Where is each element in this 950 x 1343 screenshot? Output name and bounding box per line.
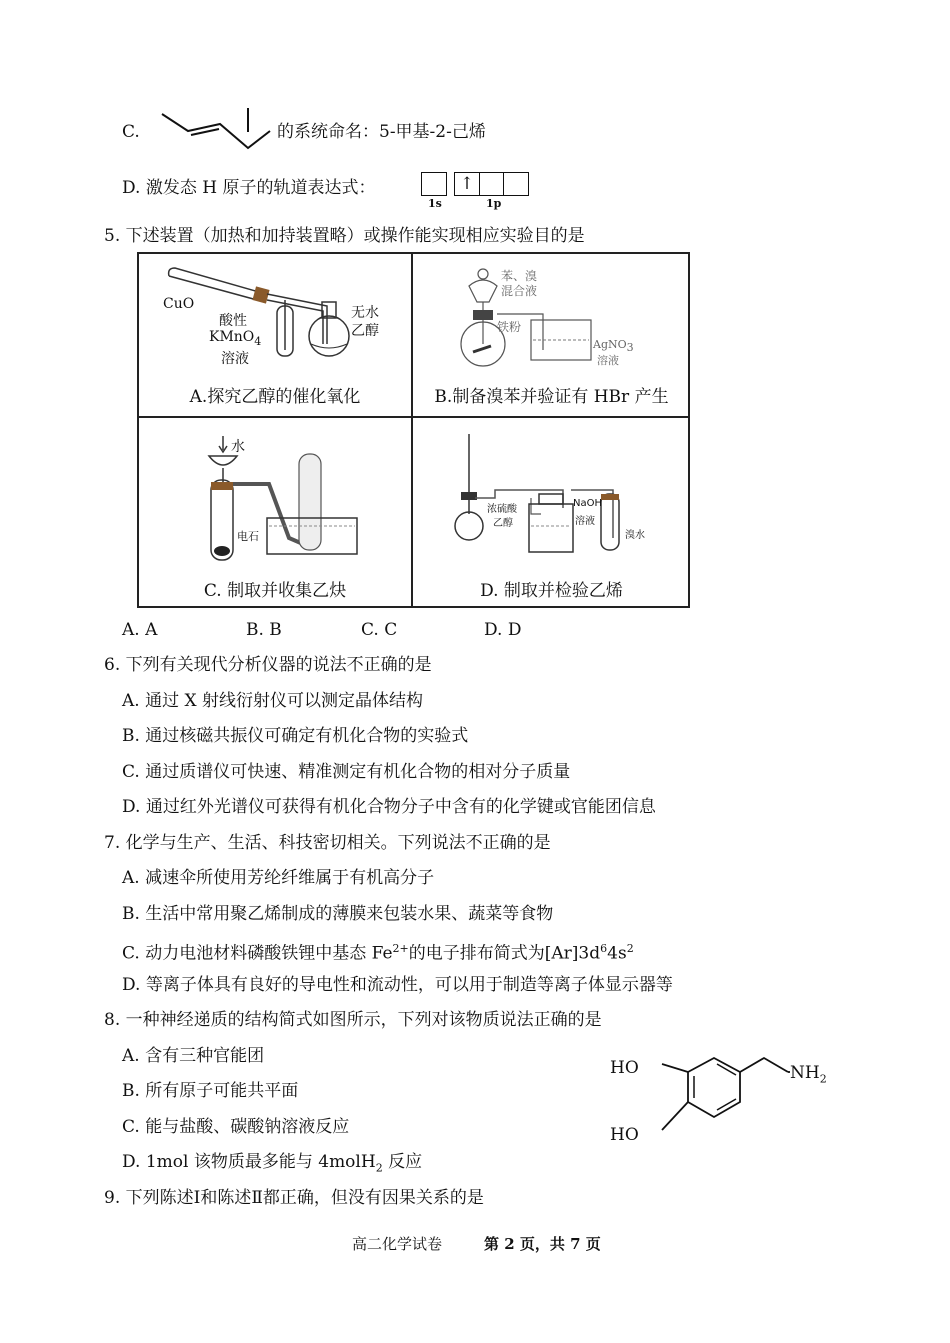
- caption-d: D. 制取并检验乙烯: [480, 581, 623, 601]
- label-acidic: 酸性: [219, 313, 247, 329]
- q8-stem: 8. 一种神经递质的结构简式如图所示，下列对该物质说法正确的是: [104, 1010, 602, 1030]
- label-calcium-carbide: 电石: [237, 530, 259, 543]
- orbital-box-1p-3: [504, 172, 529, 196]
- label-solution: 溶液: [221, 351, 249, 367]
- q6-option-d: D. 通过红外光谱仪可获得有机化合物分子中含有的化学键或官能团信息: [122, 797, 656, 817]
- q4-option-c-text: 的系统命名：5-甲基-2-己烯: [277, 122, 486, 142]
- q5-option-b: B. B: [246, 620, 282, 640]
- spin-up-arrow-icon: ↑: [459, 174, 475, 194]
- q6-option-c: C. 通过质谱仪可快速、精准测定有机化合物的相对分子质量: [122, 762, 571, 782]
- q7-option-c: C. 动力电池材料磷酸铁锂中基态 $Fe^{2+}$的电子排布简式为$[Ar]3d^64s^2$: [122, 942, 634, 964]
- q4-option-d-text: D. 激发态 H 原子的轨道表达式：: [122, 178, 376, 198]
- label-mixed-liquid: 混合液: [501, 284, 538, 298]
- q5-stem: 5. 下述装置（加热和加持装置略）或操作能实现相应实验目的是: [104, 226, 585, 246]
- label-ethanol: 乙醇: [351, 323, 379, 339]
- apparatus-d-diagram: [413, 418, 690, 568]
- orbital-box-1p-1: [454, 172, 480, 196]
- q6-option-b: B. 通过核磁共振仪可确定有机化合物的实验式: [122, 726, 469, 746]
- apparatus-cell-a: [139, 254, 411, 416]
- label-anhydrous: 无水: [351, 305, 379, 321]
- apparatus-cell-c: [139, 418, 411, 606]
- apparatus-c-diagram: [139, 418, 411, 568]
- q9-stem: 9. 下列陈述Ⅰ和陈述Ⅱ都正确，但没有因果关系的是: [104, 1188, 484, 1208]
- q8-option-d: D. 1mol 该物质最多能与 4molH$_2$ 反应: [122, 1152, 423, 1175]
- footer-page-number: 第 2 页，共 7 页: [484, 1235, 601, 1253]
- label-solution-d: 溶液: [575, 516, 595, 527]
- label-iron-powder: 铁粉: [497, 320, 522, 334]
- q7-option-a: A. 减速伞所使用芳纶纤维属于有机高分子: [122, 868, 435, 888]
- label-naoh: NaOH: [573, 498, 602, 509]
- q6-stem: 6. 下列有关现代分析仪器的说法不正确的是: [104, 655, 432, 675]
- orbital-box-1s: [421, 172, 447, 196]
- apparatus-cell-d: [413, 418, 690, 606]
- label-cuo: CuO: [163, 296, 195, 312]
- label-kmno4: KMnO$_4$: [209, 329, 262, 348]
- q4-option-c-label: C.: [122, 122, 140, 142]
- q5-option-d: D. D: [484, 620, 522, 640]
- q8-option-b: B. 所有原子可能共平面: [122, 1081, 299, 1101]
- label-ethanol-d: 乙醇: [493, 518, 513, 529]
- struct-label-ho-top: HO: [610, 1058, 639, 1078]
- q7-option-b: B. 生活中常用聚乙烯制成的薄膜来包装水果、蔬菜等食物: [122, 904, 554, 924]
- apparatus-b-diagram: [413, 254, 690, 379]
- dopamine-structure-diagram: [640, 1050, 810, 1150]
- apparatus-cell-b: [413, 254, 690, 416]
- caption-a: A.探究乙醇的催化氧化: [189, 387, 361, 407]
- q5-option-c: C. C: [361, 620, 398, 640]
- q6-option-a: A. 通过 X 射线衍射仪可以测定晶体结构: [122, 691, 423, 711]
- footer-subject: 高二化学试卷: [352, 1235, 443, 1253]
- label-bromine-water: 溴水: [625, 530, 645, 541]
- q8-option-c: C. 能与盐酸、碳酸钠溶液反应: [122, 1117, 350, 1137]
- orbital-box-1p-2: [479, 172, 504, 196]
- caption-c: C. 制取并收集乙炔: [203, 581, 347, 601]
- orbital-label-1p: 1p: [486, 197, 502, 210]
- label-benzene-bromine: 苯、溴: [501, 269, 538, 283]
- struct-label-ho-bottom: HO: [610, 1125, 639, 1145]
- label-agno3: AgNO$_3$: [593, 338, 634, 355]
- label-conc-sulfuric-acid: 浓硫酸: [487, 504, 517, 515]
- label-water: 水: [231, 439, 245, 455]
- q7-stem: 7. 化学与生产、生活、科技密切相关。下列说法不正确的是: [104, 833, 551, 853]
- skeletal-formula-5-methyl-2-hexene: [158, 104, 273, 156]
- q8-option-a: A. 含有三种官能团: [122, 1046, 265, 1066]
- caption-b: B.制备溴苯并验证有 HBr 产生: [434, 387, 669, 407]
- q5-option-a: A. A: [122, 620, 158, 640]
- orbital-label-1s: 1s: [428, 197, 442, 210]
- q7-option-d: D. 等离子体具有良好的导电性和流动性，可以用于制造等离子体显示器等: [122, 975, 673, 995]
- label-solution-b: 溶液: [597, 354, 619, 367]
- q5-apparatus-grid: [137, 252, 690, 608]
- struct-label-nh2: $NH_2$: [790, 1063, 827, 1086]
